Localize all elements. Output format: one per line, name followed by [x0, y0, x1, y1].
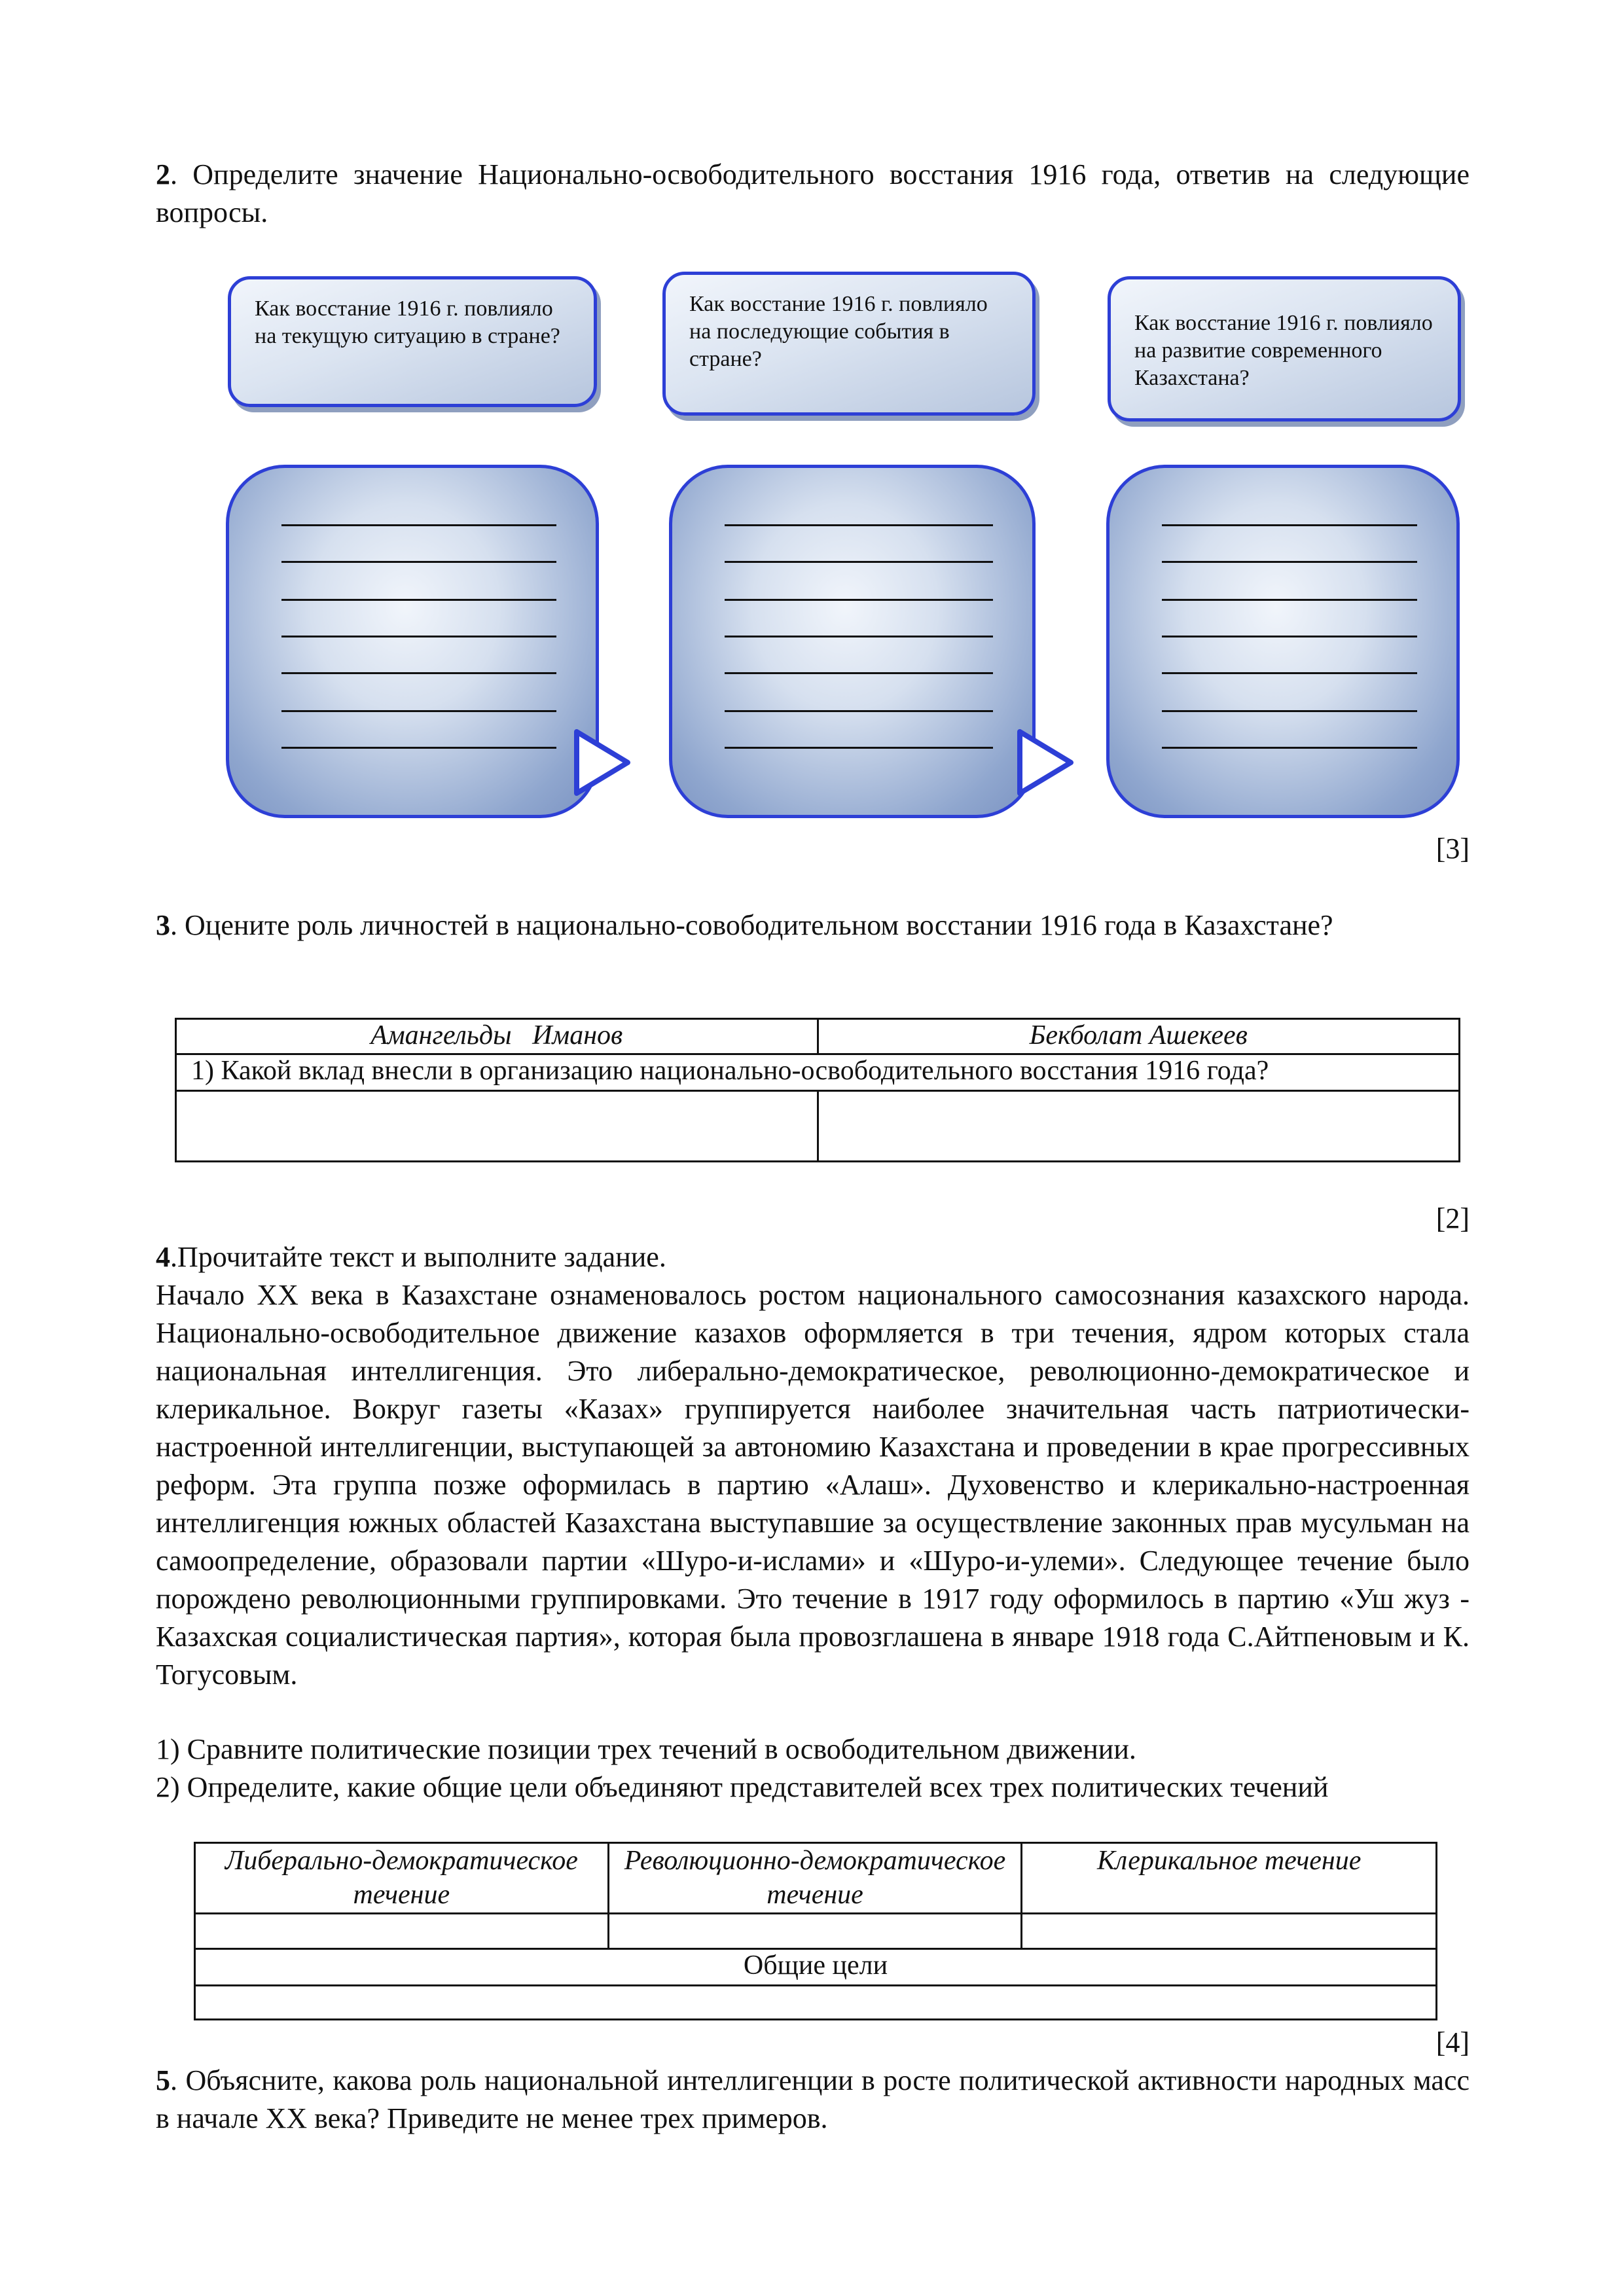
q2-score: [3] [1435, 833, 1470, 865]
q4-number: 4 [156, 1241, 170, 1273]
q4-task-2: 2) Определите, какие общие цели объединяют представителей всех трех политических течений [156, 1771, 1329, 1803]
answer-cell-clerical[interactable] [1022, 1914, 1437, 1949]
q2-number: 2 [156, 158, 170, 190]
answer-cell-bekbolat[interactable] [818, 1091, 1460, 1162]
q3-number: 3 [156, 909, 170, 941]
answer-line [281, 747, 556, 749]
table-header-revolutionary: Революционно-демократическое течение [608, 1843, 1022, 1914]
answer-line [1162, 672, 1417, 674]
answer-line [281, 599, 556, 601]
q4-prompt: .Прочитайте текст и выполните задание. [170, 1241, 666, 1273]
answer-cell-common-goals[interactable] [195, 1986, 1437, 2020]
answer-line [725, 672, 993, 674]
q4-title [156, 1238, 1470, 1276]
q3-text [156, 906, 1470, 944]
answer-line [1162, 561, 1417, 563]
q2-prompt: . Определите значение Национально-освободительного восстания 1916 года, ответив на следующие вопросы. [156, 158, 1470, 228]
question-box-2: Как восстание 1916 г. повлияло на последующие события в стране? [662, 272, 1036, 416]
answer-line [281, 524, 556, 526]
answer-line [281, 561, 556, 563]
answer-line [725, 524, 993, 526]
answer-line [1162, 710, 1417, 712]
answer-line [725, 561, 993, 563]
answer-line [725, 636, 993, 637]
answer-line [725, 710, 993, 712]
table-header-clerical: Клерикальное течение [1022, 1843, 1437, 1914]
arrow-right-icon [1016, 726, 1075, 798]
answer-line [1162, 747, 1417, 749]
currents-table [194, 1842, 1437, 2020]
question-box-3: Как восстание 1916 г. повлияло на развитие современного Казахстана? [1108, 276, 1461, 422]
answer-line [1162, 524, 1417, 526]
q2-text [156, 156, 1470, 232]
common-goals-label: Общие цели [195, 1949, 1437, 1986]
answer-line [281, 672, 556, 674]
q5-prompt: . Объясните, какова роль национальной интеллигенции в росте политической активности народных масс в начале XX века? Приведите не менее трех примеров. [156, 2064, 1470, 2134]
arrow-right-icon [573, 726, 632, 798]
answer-cell-amangeldy[interactable] [176, 1091, 818, 1162]
table-header-bekbolat: Бекболат Ашекеев [818, 1019, 1460, 1054]
q4-paragraph: Начало XX века в Казахстане ознаменовалось ростом национального самосознания казахского народа. Национально-освободительное движение казахов оформляется в три течения, ядром которых стала национальная интеллигенция. Это либерально-демократическое, революционно-демократическое и клерикальное. Вокруг газеты «Казах» группируется наиболее значительная часть патриотически-настроенной интеллигенции, выступающей за автономию Казахстана и проведении в крае прогрессивных реформ. Эта группа позже оформилась в партию «Алаш». Духовенство и клерикально-настроенная интеллигенция южных областей Казахстана выступавшие за осуществление законных прав мусульман на самоопределение, образовали партии «Шуро-и-ислами» и «Шуро-и-улеми». Следующее течение было порождено революционными группировками. Это течение в 1917 году оформилось в партию «Уш жуз - Казахская социалистическая партия», которая была провозглашена в январе 1918 года С.Айтпеновым и К. Тогусовым. [156, 1279, 1470, 1691]
answer-line [281, 710, 556, 712]
answer-cell-revolutionary[interactable] [608, 1914, 1022, 1949]
answer-box-1[interactable] [226, 465, 599, 818]
answer-cell-liberal[interactable] [195, 1914, 609, 1949]
table-question-row: 1) Какой вклад внесли в организацию национально-освободительного восстания 1916 года? [176, 1054, 1460, 1091]
q3-prompt: . Оцените роль личностей в национально-совободительном восстании 1916 года в Казахстане? [170, 909, 1333, 941]
answer-box-2[interactable] [669, 465, 1036, 818]
question-box-1: Как восстание 1916 г. повлияло на текущую ситуацию в стране? [228, 276, 597, 407]
answer-line [1162, 636, 1417, 637]
answer-box-3[interactable] [1106, 465, 1460, 818]
q3-score: [2] [1435, 1202, 1470, 1234]
q5-number: 5 [156, 2064, 170, 2096]
q4-score: [4] [1435, 2026, 1470, 2058]
answer-line [1162, 599, 1417, 601]
q5-text [156, 2062, 1470, 2138]
answer-line [725, 747, 993, 749]
table-header-liberal: Либерально-демократическое течение [195, 1843, 609, 1914]
q4-task-1: 1) Сравните политические позиции трех течений в освободительном движении. [156, 1733, 1136, 1765]
table-header-amangeldy: Амангельды Иманов [176, 1019, 818, 1054]
answer-line [281, 636, 556, 637]
answer-line [725, 599, 993, 601]
personalities-table [175, 1018, 1460, 1162]
